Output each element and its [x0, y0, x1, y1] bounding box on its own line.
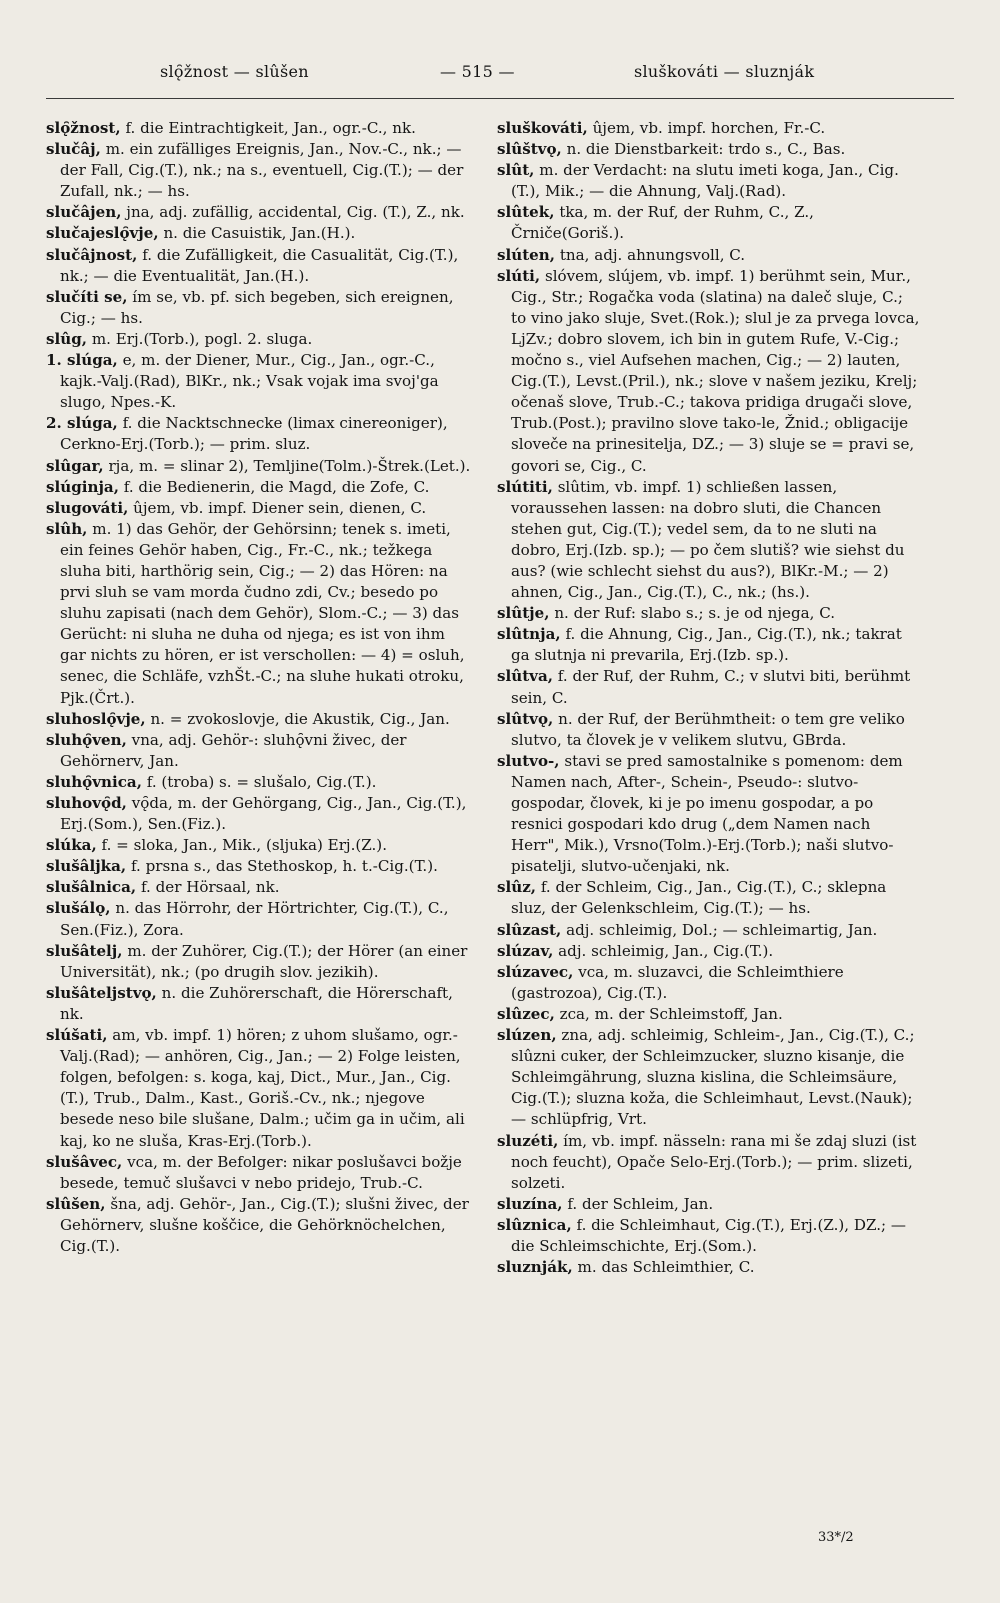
dictionary-entry [46, 1152, 471, 1194]
dictionary-entry [46, 709, 471, 730]
dictionary-entry [46, 772, 471, 793]
dictionary-entry [497, 709, 922, 751]
entry-definition: f. der Schleim, Cig., Jan., Cig.(T.), C.; sklepna sluz, der Gelenkschleim, Cig.(T.); — hs. [511, 878, 887, 918]
dictionary-entry [497, 202, 922, 244]
entry-headword: slúginja, [46, 477, 119, 496]
dictionary-entry [497, 1215, 922, 1257]
entry-definition: n. der Ruf: slabo s.; s. je od njega, C. [554, 604, 836, 623]
dictionary-entry [46, 498, 471, 519]
dictionary-entry [497, 666, 922, 708]
entry-definition: n. die Zuhörerschaft, die Hörerschaft, nk. [60, 983, 453, 1023]
entry-headword: slûtvǫ, [497, 709, 554, 728]
entry-definition: slóvem, slújem, vb. impf. 1) berühmt sein, Mur., Cig., Str.; Rogačka voda (slatina) na daleč sluje, C.; to vino jako sluje, Svet.(Rok.); slul je za prvega lovca, LjZv.; dobro slovem, ich bin in gutem Rufe, V.-Cig.; močno s., viel Aufsehen machen, Cig.; — 2) lauten, Cig.(T.), Levst.(Pril.), nk.; slove v našem jeziku, Krelj; očenaš slove, Trub.-C.; takova pridiga drugači slove, Trub.(Post.); pravilno slove tako-le, Žnid.; obligacije slovečе na prinesitelja, DZ.; — 3) sluje se = pravi se, govori se, Cig., C. [511, 266, 920, 475]
right-column [497, 118, 922, 1278]
entry-definition: vca, m. der Befolger: nikar poslušavci božje besede, temuč slušavci v nebo pridejo, Trub.-C. [60, 1152, 462, 1192]
dictionary-entry [497, 266, 922, 477]
entry-headword: slûh, [46, 519, 88, 538]
entry-definition: jna, adj. zufällig, accidental, Cig. (T.), Z., nk. [126, 203, 465, 222]
entry-definition: am, vb. impf. 1) hören; z uhom slušamo, ogr.-Valj.(Rad); — anhören, Cig., Jan.; — 2) Folge leisten, folgen, befolgen: s. koga, kaj, Dict., Mur., Jan., Cig.(T.), Trub., Dalm., Kast., Goriš.-Cv., nk.; njegove besede neso bile slušane, Dalm.; učim ga in učim, ali kaj, ko ne sluša, Kras-Erj.(Torb.). [60, 1026, 465, 1150]
entry-headword: sluhǫ̑ven, [46, 730, 127, 749]
dictionary-entry [497, 118, 922, 139]
entry-definition: f. prsna s., das Stethoskop, h. t.-Cig.(T.). [130, 857, 438, 876]
entry-headword: slûšen, [46, 1194, 106, 1213]
entry-headword: sluzína, [497, 1194, 563, 1213]
entry-headword: slǫ̑žnost, [46, 119, 121, 137]
entry-headword: slúten, [497, 245, 556, 264]
entry-headword: slûznica, [497, 1215, 572, 1234]
entry-headword: sluznják, [497, 1258, 573, 1277]
dictionary-entry [46, 983, 471, 1025]
entry-headword: sluškováti, [497, 119, 588, 137]
entry-headword: slût, [497, 161, 535, 180]
entry-headword: slúzen, [497, 1026, 557, 1045]
entry-headword: slučâjen, [46, 203, 122, 222]
entry-definition: f. die Nacktschnecke (limax cinereoniger), Cerkno-Erj.(Torb.); — prim. sluz. [60, 414, 448, 454]
entry-headword: slučâjnost, [46, 245, 138, 264]
entry-definition: f. der Schleim, Jan. [567, 1194, 714, 1213]
entry-definition: f. die Eintrachtigkeit, Jan., ogr.-C., nk. [125, 119, 416, 137]
dictionary-entry [46, 1194, 471, 1257]
dictionary-entry [497, 603, 922, 624]
entry-headword: 1. slúga, [46, 351, 118, 370]
dictionary-entry [46, 329, 471, 350]
entry-headword: slûz, [497, 878, 537, 897]
entry-definition: m. ein zufälliges Ereignis, Jan., Nov.-C., nk.; — der Fall, Cig.(T.), nk.; na s., eventuell, Cig.(T.); — der Zufall, nk.; — hs. [60, 140, 464, 201]
entry-definition: vca, m. sluzavci, die Schleimthiere (gastrozoa), Cig.(T.). [511, 962, 844, 1002]
entry-headword: slúzavec, [497, 962, 574, 981]
entry-headword: slûštvǫ, [497, 140, 562, 159]
entry-headword: sluhoslǫ̑vje, [46, 709, 146, 728]
entry-definition: tna, adj. ahnungsvoll, C. [559, 245, 746, 264]
entry-headword: slûtva, [497, 667, 553, 686]
entry-definition: adj. schleimig, Dol.; — schleimartig, Jan. [566, 920, 878, 939]
entry-headword: slučâj, [46, 140, 101, 159]
printer-signature: 33*/2 [818, 1530, 854, 1545]
entry-headword: slušâteljstvǫ, [46, 983, 157, 1002]
dictionary-entry [46, 898, 471, 940]
entry-definition: f. der Ruf, der Ruhm, C.; v slutvi biti, berühmt sein, C. [511, 667, 911, 707]
entry-definition: m. der Zuhörer, Cig.(T.); der Hörer (an einer Universität), nk.; (po drugih slov. jezikih). [60, 941, 468, 981]
dictionary-entry [46, 835, 471, 856]
entry-definition: ím se, vb. pf. sich begeben, sich ereignen, Cig.; — hs. [60, 287, 454, 327]
entry-definition: stavi se pred samostalnike s pomenom: dem Namen nach, After-, Schein-, Pseudo-: slutvo-gospodar, človek, ki je po imenu gospodar, a po resnici gospodari kdo drug („dem Namen nach Herr", Mik.), Vrsno(Tolm.)-Erj.(Torb.); naši slutvo-pisatelji, slutvo-učenjaki, nk. [511, 751, 903, 876]
entry-headword: slušâlnica, [46, 878, 137, 897]
entry-definition: šna, adj. Gehör-, Jan., Cig.(T.); slušni živec, der Gehörnerv, slušne koščice, die Gehörknöchelchen, Cig.(T.). [60, 1194, 469, 1255]
entry-headword: slúšati, [46, 1026, 108, 1045]
dictionary-entry [46, 287, 471, 329]
entry-headword: slušálǫ, [46, 899, 111, 918]
entry-definition: f. die Bedienerin, die Magd, die Zofe, C. [123, 477, 430, 496]
entry-definition: m. 1) das Gehör, der Gehörsinn; tenek s. imeti, ein feines Gehör haben, Cig., Fr.-C., nk.; težkega sluha biti, harthörig sein, Cig.; — 2) das Hören: na prvi sluh se vam morda čudno zdi, Cv.; besedo po sluhu zapisati (nach dem Gehör), Slom.-C.; — 3) das Gerücht: ni sluha ne duha od njega; es ist von ihm gar nichts zu hören, er ist verschollen: — 4) = osluh, senec, die Schläfe, vzhŠt.-C.; na sluhe hukati otroku, Pjk.(Črt.). [60, 519, 465, 707]
dictionary-entry [497, 624, 922, 666]
running-header [0, 62, 1000, 86]
dictionary-entry [46, 350, 471, 413]
entry-definition: m. der Verdacht: na slutu imeti koga, Jan., Cig.(T.), Mik.; — die Ahnung, Valj.(Rad). [511, 161, 899, 201]
entry-definition: ûjem, vb. impf. horchen, Fr.-C. [592, 119, 826, 137]
entry-definition: n. die Dienstbarkeit: trdo s., C., Bas. [566, 140, 846, 159]
entry-headword: slušâvec, [46, 1152, 123, 1171]
entry-definition: m. Erj.(Torb.), pogl. 2. sluga. [91, 329, 313, 348]
entry-headword: slúka, [46, 836, 97, 855]
dictionary-entry [46, 877, 471, 898]
entry-definition: n. der Ruf, der Berühmtheit: o tem gre veliko slutvo, ta človek je v velikem slutvu, GBrda. [511, 709, 905, 749]
dictionary-entry [46, 223, 471, 244]
entry-headword: slûzec, [497, 1004, 555, 1023]
entry-headword: slučajeslǫ̑vje, [46, 224, 159, 243]
dictionary-entry [497, 962, 922, 1004]
dictionary-entry [46, 139, 471, 202]
entry-definition: ím, vb. impf. nässeln: rana mi še zdaj sluzi (ist noch feucht), Opače Selo-Erj.(Torb.); — prim. slizeti, solzeti. [511, 1131, 917, 1192]
dictionary-entry [497, 1004, 922, 1025]
entry-headword: 2. slúga, [46, 414, 118, 433]
dictionary-entry [497, 1131, 922, 1194]
dictionary-entry [46, 519, 471, 709]
entry-definition: zca, m. der Schleimstoff, Jan. [559, 1004, 783, 1023]
dictionary-entry [46, 202, 471, 223]
header-rule [46, 98, 954, 99]
dictionary-entry [46, 413, 471, 455]
entry-headword: slútiti, [497, 477, 553, 496]
entry-headword: slutvo-, [497, 751, 560, 770]
entry-headword: slušâljka, [46, 857, 127, 876]
entry-definition: f. die Ahnung, Cig., Jan., Cig.(T.), nk.; takrat ga slutnja ni prevarila, Erj.(Izb. sp.). [511, 625, 902, 665]
dictionary-entry [497, 941, 922, 962]
entry-definition: f. = sloka, Jan., Mik., (sljuka) Erj.(Z.). [101, 836, 387, 855]
entry-definition: n. = zvokoslovje, die Akustik, Cig., Jan. [150, 709, 450, 728]
entry-definition: zna, adj. schleimig, Schleim-, Jan., Cig.(T.), C.; slûzni cuker, der Schleimzucker, sluzno kisanje, die Schleimgährung, sluzna kislina, die Schleimsäure, Cig.(T.); sluzna koža, die Schleimhaut, Levst.(Nauk); — schlüpfrig, Vrt. [511, 1026, 915, 1129]
entry-definition: f. die Schleimhaut, Cig.(T.), Erj.(Z.), DZ.; — die Schleimschichte, Erj.(Som.). [511, 1215, 906, 1255]
dictionary-entry [497, 751, 922, 878]
entry-headword: slûtnja, [497, 625, 561, 644]
dictionary-entry [46, 118, 471, 139]
dictionary-entry [497, 477, 922, 604]
entry-headword: slučíti se, [46, 287, 128, 306]
entry-headword: sluhovǫ̑d, [46, 794, 127, 812]
entry-definition: vǫ̑da, m. der Gehörgang, Cig., Jan., Cig.(T.), Erj.(Som.), Sen.(Fiz.). [60, 794, 467, 834]
dictionary-entry [497, 160, 922, 202]
entry-headword: sluhǫ̑vnica, [46, 772, 142, 791]
dictionary-entry [46, 1025, 471, 1152]
dictionary-entry [46, 941, 471, 983]
entry-definition: adj. schleimig, Jan., Cig.(T.). [558, 941, 774, 960]
entry-headword: sluzéti, [497, 1131, 559, 1150]
entry-definition: m. das Schleimthier, C. [577, 1258, 755, 1277]
entry-headword: slûtje, [497, 604, 550, 623]
entry-definition: f. die Zufälligkeit, die Casualität, Cig.(T.), nk.; — die Eventualität, Jan.(H.). [60, 245, 459, 285]
entry-headword: slugováti, [46, 498, 129, 517]
entry-headword: slûg, [46, 329, 88, 348]
entry-definition: slûtim, vb. impf. 1) schließen lassen, voraussehen lassen: na dobro sluti, die Chancen stehen gut, Cig.(T.); vedel sem, da to ne sluti na dobro, Erj.(Izb. sp.); — po čem slutiš? wie siehst du aus? (wie schlecht siehst du aus?), BlKr.-M.; — 2) ahnen, Cig., Jan., Cig.(T.), C., nk.; (hs.). [511, 477, 905, 602]
dictionary-entry [497, 877, 922, 919]
dictionary-entry [46, 856, 471, 877]
dictionary-entry [46, 477, 471, 498]
entry-definition: e, m. der Diener, Mur., Cig., Jan., ogr.-C., kajk.-Valj.(Rad), BlKr., nk.; Vsak vojak ima svoj'ga slugo, Npes.-K. [60, 351, 439, 412]
dictionary-entry [497, 920, 922, 941]
entry-definition: f. der Hörsaal, nk. [140, 878, 280, 897]
left-column [46, 118, 471, 1257]
entry-headword: slûzast, [497, 920, 562, 939]
dictionary-entry [497, 245, 922, 266]
entry-definition: tka, m. der Ruf, der Ruhm, C., Z., Črniče(Goriš.). [511, 203, 814, 243]
entry-definition: n. die Casuistik, Jan.(H.). [163, 224, 356, 243]
entry-definition: n. das Hörrohr, der Hörtrichter, Cig.(T.), C., Sen.(Fiz.), Zora. [60, 899, 449, 939]
entry-definition: f. (troba) s. = slušalo, Cig.(T.). [146, 772, 377, 791]
page-number: — 515 — [440, 62, 515, 81]
entry-definition: ûjem, vb. impf. Diener sein, dienen, C. [133, 498, 427, 517]
dictionary-entry [46, 456, 471, 477]
entry-headword: slúzav, [497, 941, 554, 960]
dictionary-entry [497, 1025, 922, 1130]
dictionary-entry [46, 245, 471, 287]
header-right: sluškováti — sluznják [634, 62, 815, 81]
dictionary-entry [497, 1194, 922, 1215]
dictionary-entry [46, 793, 471, 835]
entry-headword: slúti, [497, 266, 541, 285]
entry-headword: slûtek, [497, 203, 555, 222]
dictionary-entry [497, 1257, 922, 1278]
dictionary-entry [497, 139, 922, 160]
entry-definition: vna, adj. Gehör-: sluhǫ̑vni živec, der Gehörnerv, Jan. [60, 730, 407, 770]
dictionary-entry [46, 730, 471, 772]
entry-headword: slušâtelj, [46, 941, 123, 960]
header-left: slǫ̑žnost — slûšen [160, 62, 309, 81]
entry-headword: slûgar, [46, 456, 104, 475]
entry-definition: rja, m. = slinar 2), Temljine(Tolm.)-Štrek.(Let.). [108, 456, 471, 475]
